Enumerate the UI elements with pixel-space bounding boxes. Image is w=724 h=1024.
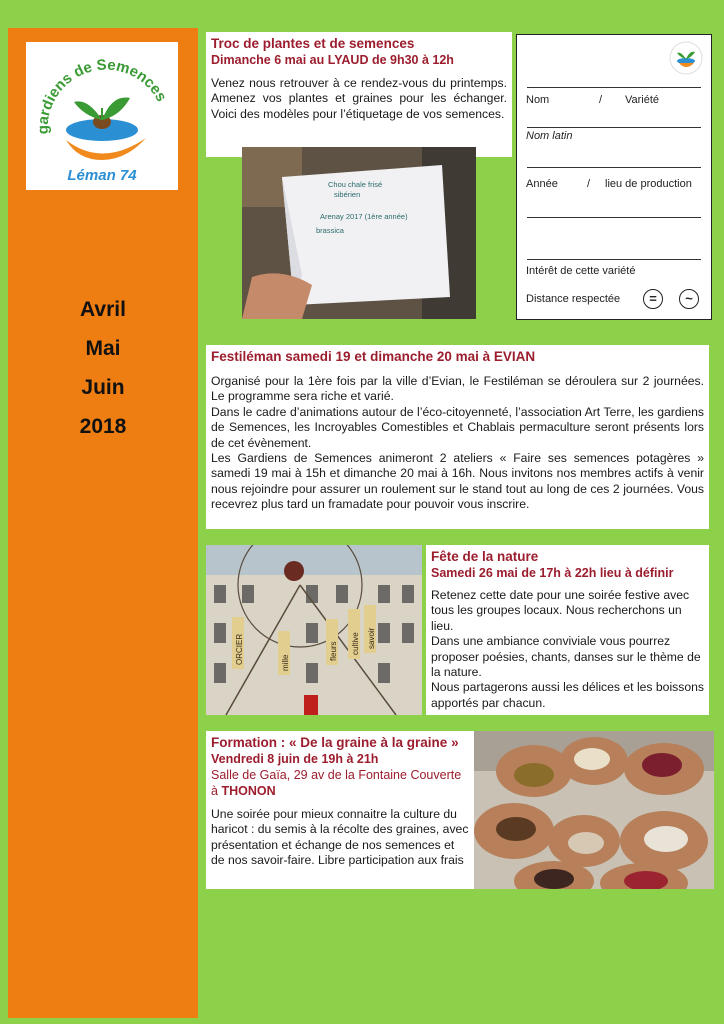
logo-name: gardiens de Semences — [34, 56, 170, 135]
formation-title: Formation : « De la graine à la graine » — [211, 735, 459, 750]
card-tilde-symbol: ~ — [679, 289, 699, 309]
card-slash-1: / — [599, 94, 603, 106]
date-month-2: Mai — [85, 337, 121, 360]
banner-word-3: fleurs — [329, 641, 338, 661]
banner-word-4: cultive — [351, 632, 360, 655]
banner-word-5: savoir — [367, 627, 376, 649]
envelope-text-1: Chou chale frisé — [328, 180, 383, 189]
formation-city: THONON — [221, 784, 276, 798]
fete-paragraph-1: Retenez cette date pour une soirée festive avec tous les groupes locaux. Nous recherchons un lieu. — [431, 588, 690, 633]
festileman-paragraph-2: Dans le cadre d’animations autour de l’éco-citoyenneté, l’association Art Terre, les gardiens de Semences, les Incroyables Comestibles et Chablais permaculture seront présents lors de cet évènement. — [211, 404, 704, 450]
festival-photo — [206, 545, 422, 715]
fete-paragraph-2: Dans une ambiance conviviale vous pourrez proposer poésies, chants, danses sur le thème de la nature. — [431, 634, 701, 680]
fete-body — [431, 588, 704, 711]
formation-address: Salle de Gaïa, 29 av de la Fontaine Couverte à — [211, 768, 462, 798]
logo-graphic — [26, 42, 178, 190]
formation-place — [211, 767, 469, 799]
card-slash-2: / — [587, 178, 591, 190]
formation-body: Une soirée pour mieux connaitre la culture du haricot : du semis à la récolte des graines, avec présentation et échange de nos semences et de nos savoir-faire. Libre participation aux frais — [211, 807, 469, 868]
festileman-paragraph-3: Les Gardiens de Semences animeront 2 ateliers « Faire ses semences potagères » samedi 19 mai à 15h et dimanche 20 mai à 16h. Nous invitons nos membres actifs à venir nous rejoindre pour assurer un roulement sur le stand tout au long de ces 2 journées. Vous recevrez plus tard un framadate pour pouvoir vous inscrire. — [211, 451, 704, 512]
seed-envelope-photo — [242, 147, 476, 319]
envelope-text-3: Arenay 2017 (1ère année) — [320, 212, 408, 221]
troc-box — [206, 32, 512, 157]
card-logo — [669, 41, 703, 75]
card-nom: Nom — [526, 94, 550, 106]
envelope-text-4: brassica — [316, 226, 344, 235]
festileman-body — [211, 374, 704, 513]
card-lieu: lieu de production — [605, 178, 692, 190]
sidebar-dates — [8, 290, 198, 446]
date-month-1: Avril — [80, 298, 126, 321]
sidebar — [8, 28, 198, 1018]
troc-subtitle: Dimanche 6 mai au LYAUD de 9h30 à 12h — [211, 53, 454, 67]
banner-word-2: mille — [281, 654, 290, 671]
date-year: 2018 — [79, 415, 127, 438]
fete-subtitle: Samedi 26 mai de 17h à 22h lieu à définir — [431, 566, 674, 580]
association-logo — [26, 42, 178, 190]
card-distance: Distance respectée — [526, 293, 621, 305]
festileman-box — [206, 345, 709, 529]
troc-body: Venez nous retrouver à ce rendez-vous du printemps. Amenez vos plantes et graines pour les échanger. Voici des modèles pour l’étiquetage de vos semences. — [211, 76, 507, 121]
logo-location: Léman 74 — [67, 167, 137, 184]
card-equal-symbol: = — [643, 289, 663, 309]
fete-box — [426, 545, 709, 715]
banner-word-1: ORCIER — [235, 633, 244, 665]
fete-paragraph-3: Nous partagerons aussi les délices et les boissons apportés par chacun. — [431, 680, 705, 710]
festileman-paragraph-1: Organisé pour la 1ère fois par la ville d’Evian, le Festiléman se déroulera sur 2 journées. Le programme sera riche et varié. — [211, 374, 704, 404]
troc-title: Troc de plantes et de semences — [211, 36, 415, 51]
date-month-3: Juin — [81, 376, 125, 399]
seed-label-card — [516, 34, 712, 320]
beans-photo — [474, 731, 714, 889]
fete-title: Fête de la nature — [431, 549, 539, 564]
card-nom-latin: Nom latin — [526, 130, 573, 142]
card-variete: Variété — [625, 94, 660, 106]
festileman-title: Festiléman samedi 19 et dimanche 20 mai à EVIAN — [211, 349, 536, 364]
envelope-text-2: sibérien — [334, 190, 361, 199]
formation-subtitle: Vendredi 8 juin de 19h à 21h — [211, 752, 379, 766]
card-interet: Intérêt de cette variété — [526, 265, 636, 277]
card-annee: Année — [526, 178, 558, 190]
formation-box — [206, 731, 474, 889]
